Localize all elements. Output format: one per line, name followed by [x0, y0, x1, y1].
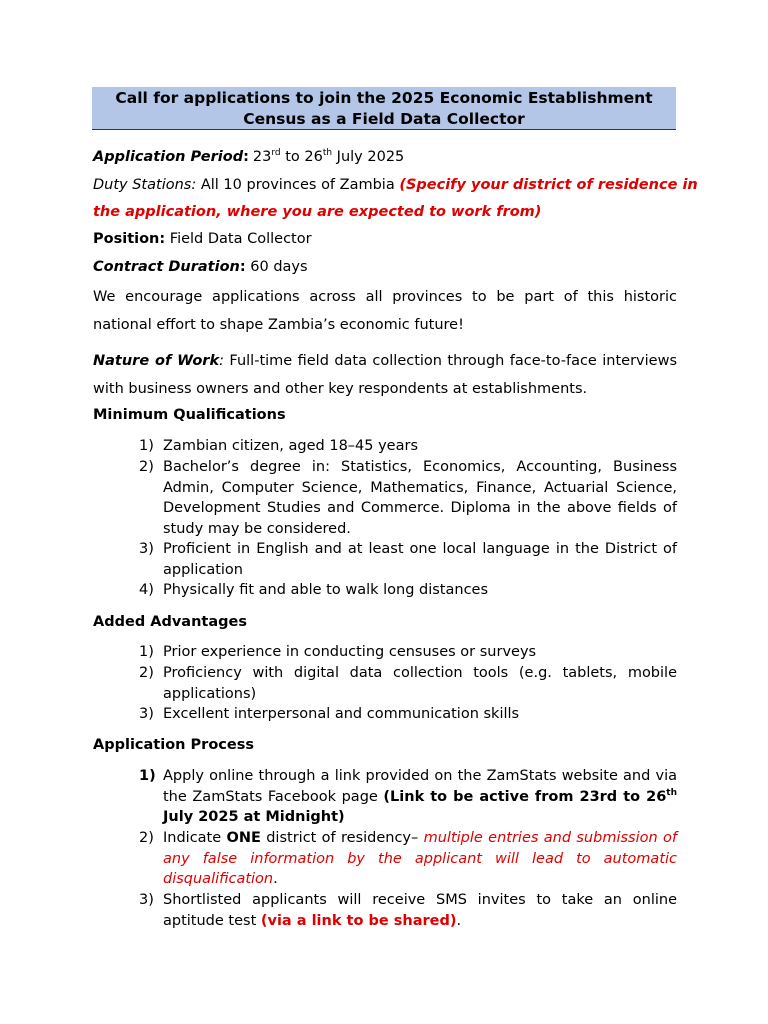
contract-duration: Contract Duration: 60 days	[93, 259, 308, 275]
list-item: 2) Bachelor’s degree in: Statistics, Economics, Accounting, Business Admin, Computer Science, Mathematics, Finance, Actuarial Science, Development Studies and Commerce. Diploma in the above fields of study may be considered.	[139, 459, 677, 537]
list-item: 3) Excellent interpersonal and communication skills	[139, 706, 520, 722]
list-item: 3) Proficient in English and at least one local language in the District of application	[139, 541, 677, 578]
list-item: 1) Apply online through a link provided on the ZamStats website and via the ZamStats Facebook page (Link to be active from 23rd to 26th July 2025 at Midnight)	[139, 768, 677, 825]
minimum-qualifications-heading: Minimum Qualifications	[93, 407, 286, 423]
nature-line-2: with business owners and other key respondents at establishments.	[93, 381, 588, 397]
list-item: 3) Shortlisted applicants will receive SMS invites to take an online aptitude test (via a link to be shared).	[139, 892, 677, 929]
duty-stations-label: Duty Stations:	[93, 177, 197, 193]
encourage-line-1: We encourage applications across all provinces to be part of this historic	[93, 289, 677, 305]
nature-of-work: Nature of Work: Full-time field data collection through face-to-face interviews	[93, 353, 678, 369]
document-title	[92, 87, 676, 130]
application-period: Application Period: 23rd to 26th July 2025	[93, 148, 405, 165]
application-process-heading: Application Process	[93, 737, 254, 753]
encourage-line-2: national effort to shape Zambia’s economic future!	[93, 317, 464, 333]
position: Position: Field Data Collector	[93, 231, 312, 247]
title-line-2: Census as a Field Data Collector	[243, 110, 525, 128]
list-item: 2) Proficiency with digital data collection tools (e.g. tablets, mobile applications)	[139, 665, 677, 702]
position-label: Position:	[93, 231, 166, 247]
nature-label: Nature of Work	[93, 353, 220, 369]
list-item: 1) Zambian citizen, aged 18–45 years	[139, 438, 419, 454]
application-period-label: Application Period	[93, 149, 244, 165]
added-advantages-heading: Added Advantages	[93, 614, 247, 630]
list-item: 2) Indicate ONE district of residency– multiple entries and submission of any false information by the applicant will lead to automatic disqualification.	[139, 830, 677, 887]
contract-label: Contract Duration	[93, 259, 240, 275]
duty-stations-note-line-2: the application, where you are expected to work from)	[93, 204, 542, 220]
list-item: 1) Prior experience in conducting censuses or surveys	[139, 644, 537, 660]
title-line-1: Call for applications to join the 2025 Economic Establishment	[115, 89, 653, 107]
duty-stations: Duty Stations: All 10 provinces of Zambia (Specify your district of residence in	[93, 177, 698, 193]
duty-stations-note: (Specify your district of residence in	[399, 177, 698, 193]
application-period-start: 23	[252, 149, 272, 165]
list-item: 4) Physically fit and able to walk long distances	[139, 582, 489, 598]
